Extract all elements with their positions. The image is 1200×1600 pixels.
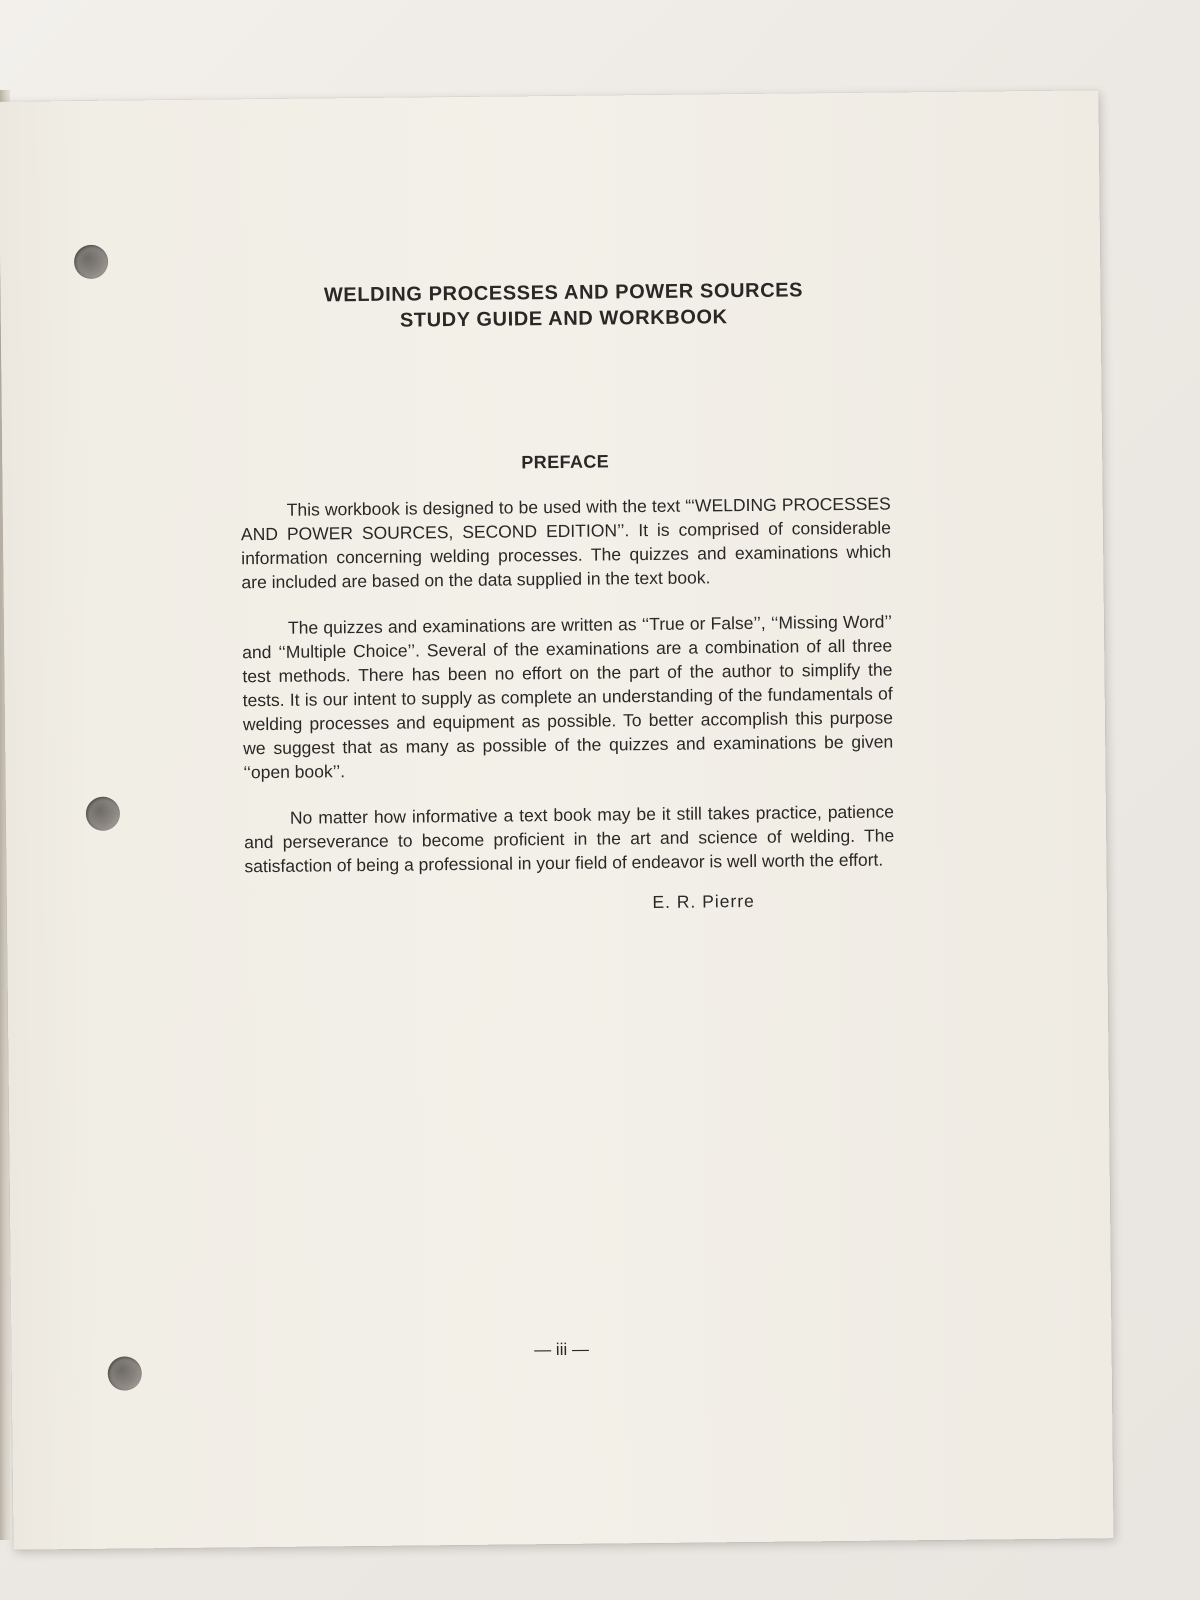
author-signature: E. R. Pierre: [652, 890, 755, 912]
preface-heading: PREFACE: [521, 451, 610, 473]
title-line-2: STUDY GUIDE AND WORKBOOK: [399, 306, 728, 332]
page-number: — iii —: [534, 1339, 590, 1360]
document-page: [0, 90, 1114, 1549]
punch-hole-top: [74, 245, 108, 279]
title-line-1: WELDING PROCESSES AND POWER SOURCES: [323, 279, 804, 307]
preface-paragraph-1: This workbook is designed to be used with the text “‘WELDING PROCESSES AND POWER SOURCES, SECOND EDITION’’. It is comprised of considerable information concerning welding processes. The quizzes and examinations which are included are based on the data supplied in the text book.: [240, 493, 892, 593]
document-title: [238, 276, 889, 335]
punch-hole-middle: [86, 797, 120, 831]
page-content: [238, 276, 895, 917]
preface-paragraph-2: The quizzes and examinations are written as ‘‘True or False’’, ‘‘Missing Word’’ and ‘‘Multiple Choice’’. Several of the examinations are a combination of all three test methods. There has been no effort on the part of the author to simplify the tests. It is our intent to supply as complete an understanding of the fundamentals of welding processes and equipment as possible. To better accomplish this purpose we suggest that as many as possible of the quizzes and examinations be given ‘‘open book’’.: [242, 611, 894, 783]
preface-paragraph-3: No matter how informative a text book may be it still takes practice, patience and perseverance to become proficient in the art and science of welding. The satisfaction of being a professional in your field of endeavor is well worth the effort.: [244, 801, 895, 877]
